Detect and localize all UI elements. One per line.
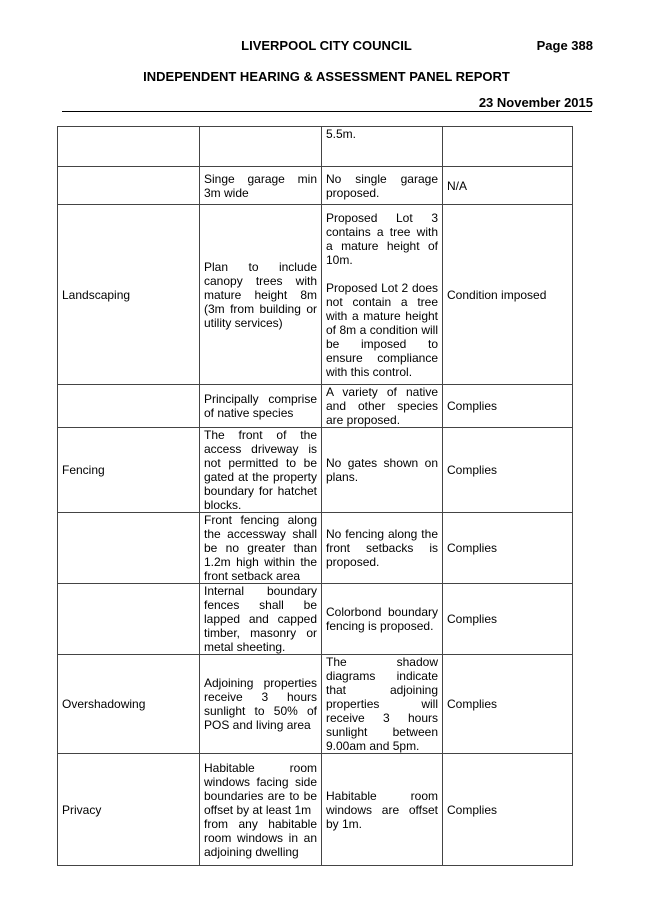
table-cell-compliance: Complies — [443, 655, 573, 754]
table-cell-control — [58, 584, 200, 655]
table-cell-control — [58, 167, 200, 205]
table-row — [58, 127, 573, 167]
table-row — [58, 167, 573, 205]
table-cell-requirement: Internal boundary fences shall be lapped and capped timber, masonry or metal sheeting. — [200, 584, 322, 655]
table-cell-requirement: Habitable room windows facing side boundaries are to be offset by at least 1m from any habitable room windows in an adjoining dwelling — [200, 754, 322, 866]
table-cell-compliance — [443, 127, 573, 167]
table-cell-compliance: Complies — [443, 754, 573, 866]
table-row — [58, 205, 573, 385]
table-cell-control: Landscaping — [58, 205, 200, 385]
table-cell-proposal: Colorbond boundary fencing is proposed. — [322, 584, 443, 655]
table-row — [58, 655, 573, 754]
table-cell-control: Overshadowing — [58, 655, 200, 754]
table-cell-requirement: Adjoining properties receive 3 hours sunlight to 50% of POS and living area — [200, 655, 322, 754]
table-cell-control — [58, 385, 200, 428]
table-cell-control: Fencing — [58, 428, 200, 513]
table-cell-compliance: Complies — [443, 428, 573, 513]
table-row — [58, 428, 573, 513]
table-cell-proposal: The shadow diagrams indicate that adjoining properties will receive 3 hours sunlight between 9.00am and 5pm. — [322, 655, 443, 754]
table-cell-requirement: Singe garage min 3m wide — [200, 167, 322, 205]
table-cell-control — [58, 127, 200, 167]
header-rule — [62, 111, 592, 112]
table-row — [58, 385, 573, 428]
table-cell-requirement — [200, 127, 322, 167]
table-cell-compliance: Complies — [443, 584, 573, 655]
table-cell-compliance: Complies — [443, 385, 573, 428]
table-cell-proposal: A variety of native and other species are proposed. — [322, 385, 443, 428]
table-row — [58, 754, 573, 866]
table-cell-requirement: The front of the access driveway is not permitted to be gated at the property boundary for hatchet blocks. — [200, 428, 322, 513]
table-cell-proposal: No gates shown on plans. — [322, 428, 443, 513]
table-row — [58, 584, 573, 655]
table-cell-proposal: Habitable room windows are offset by 1m. — [322, 754, 443, 866]
table-cell-control — [58, 513, 200, 584]
council-name: LIVERPOOL CITY COUNCIL — [241, 38, 412, 53]
table-cell-requirement: Front fencing along the accessway shall be no greater than 1.2m high within the front setback area — [200, 513, 322, 584]
table-cell-control: Privacy — [58, 754, 200, 866]
table-cell-requirement: Principally comprise of native species — [200, 385, 322, 428]
report-title: INDEPENDENT HEARING & ASSESSMENT PANEL REPORT — [143, 69, 510, 84]
table-cell-proposal: No single garage proposed. — [322, 167, 443, 205]
table-cell-compliance: Complies — [443, 513, 573, 584]
table-cell-proposal: Proposed Lot 3 contains a tree with a mature height of 10m. Proposed Lot 2 does not contain a tree with a mature height of 8m a condition will be imposed to ensure compliance with this control. — [322, 205, 443, 385]
page-number: Page 388 — [536, 38, 593, 53]
table-cell-proposal: 5.5m. — [322, 127, 443, 167]
compliance-table — [57, 126, 573, 866]
table-row — [58, 513, 573, 584]
table-cell-compliance: Condition imposed — [443, 205, 573, 385]
table-cell-requirement: Plan to include canopy trees with mature height 8m (3m from building or utility services) — [200, 205, 322, 385]
table-cell-compliance: N/A — [443, 167, 573, 205]
table-cell-proposal: No fencing along the front setbacks is proposed. — [322, 513, 443, 584]
report-date: 23 November 2015 — [478, 95, 593, 110]
